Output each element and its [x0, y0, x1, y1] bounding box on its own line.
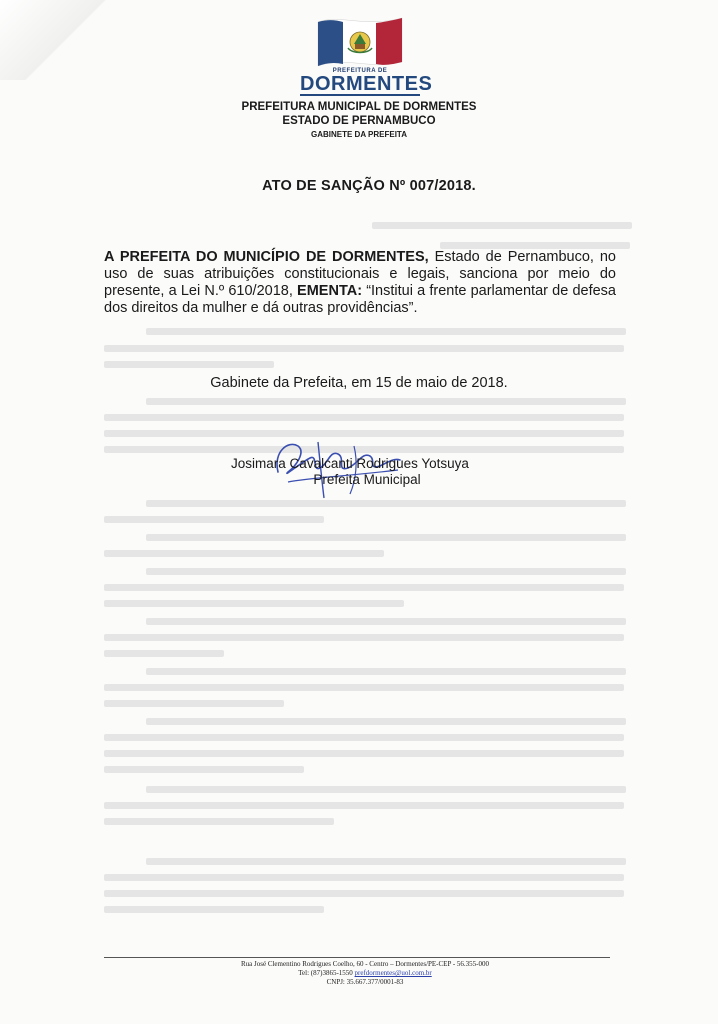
document-title: ATO DE SANÇÃO Nº 007/2018. [262, 178, 476, 194]
footer-phone: Tel: (87)3865-1550 [298, 969, 355, 977]
header-line-state: ESTADO DE PERNAMBUCO [282, 115, 436, 127]
body-text-ementa: “Institui a frente parlamentar de defesa dos direitos da mulher e dá outras providências”. [104, 283, 616, 316]
header-line-municipality: PREFEITURA MUNICIPAL DE DORMENTES [241, 101, 477, 113]
logo-big-text: DORMENTES [300, 73, 433, 95]
footer-divider [104, 957, 610, 958]
date-line: Gabinete da Prefeita, em 15 de maio de 2018. [210, 375, 508, 391]
footer-cnpj: CNPJ: 35.667.377/0001-83 [326, 978, 404, 986]
footer-contact [0, 969, 718, 977]
footer-address: Rua José Clementino Rodrigues Coelho, 60 - Centro – Dormentes/PE-CEP - 56.355-000 [240, 960, 490, 968]
body-bold-ementa: EMENTA: [297, 283, 363, 299]
municipal-logo [300, 14, 433, 100]
body-bold-intro: A PREFEITA DO MUNICÍPIO DE DORMENTES, [104, 249, 429, 265]
document-body [104, 249, 616, 317]
flag-emblem-icon [310, 14, 410, 74]
signer-role: Prefeita Municipal [313, 472, 421, 487]
header-line-office: GABINETE DA PREFEITA [310, 130, 407, 139]
signer-name: Josimara Cavalcanti Rodrigues Yotsuya [231, 456, 469, 471]
footer-email-link[interactable]: prefdormentes@uol.com.br [354, 969, 432, 977]
body-text-intro: Estado de Pernambuco, no uso de suas atribuições constitucionais e legais, sanciona por meio do presente, a Lei N.º 610/2018, [104, 249, 616, 299]
folded-corner [0, 0, 110, 80]
logo-small-text: PREFEITURA DE [332, 68, 388, 74]
